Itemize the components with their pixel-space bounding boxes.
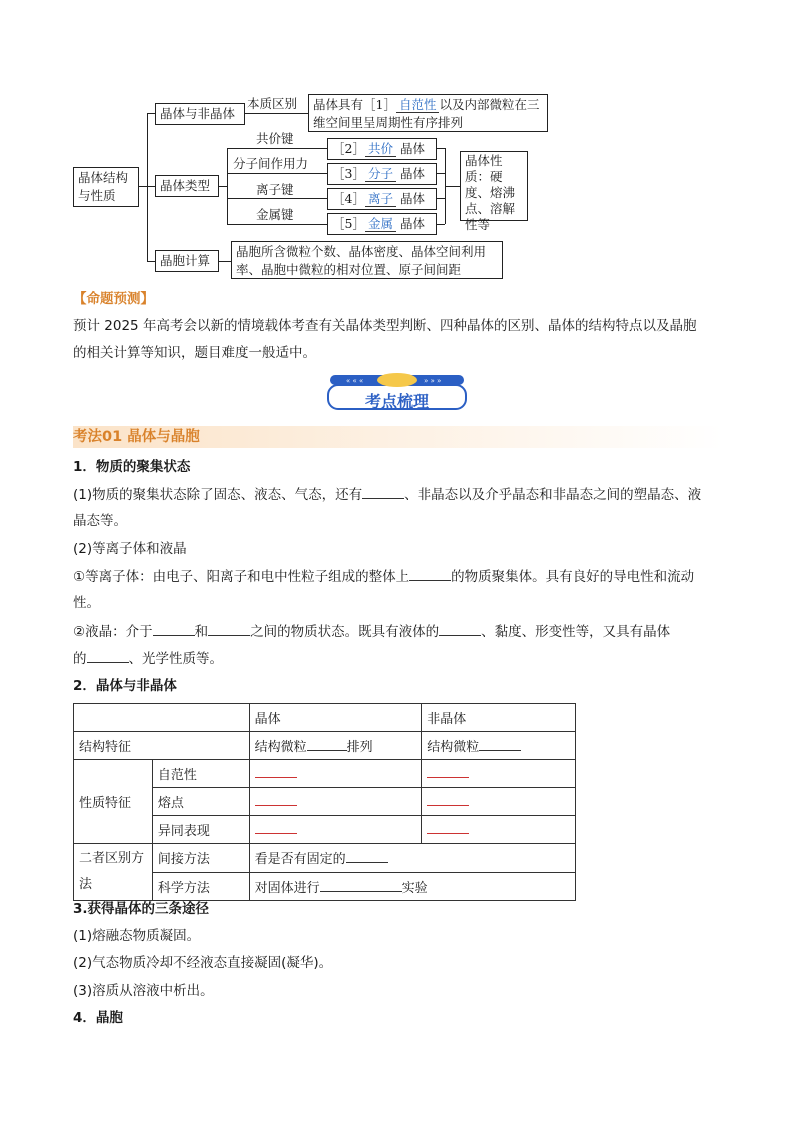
s3-item-1: (1)熔融态物质凝固。	[73, 928, 201, 944]
table-row: 二者区别方法 间接方法 看是否有固定的	[74, 844, 576, 873]
branch-unit-cell-calc: 晶胞计算	[155, 250, 219, 272]
table-row: 晶体 非晶体	[74, 704, 576, 732]
s1-p3-cont: 性。	[73, 595, 100, 611]
svg-text:» » »: » » »	[424, 377, 442, 385]
comparison-table	[73, 703, 576, 901]
banner-label: 考点梳理	[364, 392, 429, 411]
bond-covalent: 共价键	[256, 131, 294, 146]
s2-heading: 2．晶体与非晶体	[73, 678, 177, 694]
s3-item-2: (2)气态物质冷却不经液态直接凝固(凝华)。	[73, 955, 333, 971]
s1-heading: 1．物质的聚集状态	[73, 459, 191, 475]
table-row: 结构特征 结构微粒 排列 结构微粒	[74, 732, 576, 760]
forecast-text-2: 的相关计算等知识，题目难度一般适中。	[73, 345, 316, 361]
section-title: 考法01 晶体与晶胞	[73, 429, 200, 445]
forecast-text-1: 预计 2025 年高考会以新的情境载体考查有关晶体类型判断、四种晶体的区别、晶体的结构特点以及晶胞	[73, 318, 697, 334]
bond-ionic: 离子键	[256, 182, 294, 197]
s4-heading: 4．晶胞	[73, 1010, 123, 1026]
branch3-description: 晶胞所含微粒个数、晶体密度、晶体空间利用率、晶胞中微粒的相对位置、原子间间距	[231, 241, 503, 279]
branch-crystal-vs-amorphous: 晶体与非晶体	[155, 103, 245, 125]
svg-text:« « «: « « «	[346, 377, 364, 385]
banner-key-points	[326, 373, 468, 411]
table-row: 异同表现	[74, 816, 576, 844]
type-5: ［5］ 金属 晶体	[327, 213, 437, 235]
branch1-description: 晶体具有［1］ 自范性 以及内部微粒在三维空间里呈周期性有序排列	[308, 94, 548, 132]
branch-crystal-types: 晶体类型	[155, 175, 219, 197]
type-4: ［4］ 离子 晶体	[327, 188, 437, 210]
bond-intermolecular: 分子间作用力	[233, 156, 309, 171]
mindmap-root: 晶体结构与性质	[73, 167, 139, 207]
table-row: 性质特征 自范性	[74, 760, 576, 788]
table-row: 科学方法 对固体进行 实验	[74, 872, 576, 901]
s1-p4-cont: 的 、光学性质等。	[73, 648, 723, 669]
label-essential-difference: 本质区别	[247, 96, 298, 111]
type-3: ［3］ 分子 晶体	[327, 163, 437, 185]
answer-1: 自范性	[396, 97, 440, 113]
s1-p1: (1)物质的聚集状态除了固态、液态、气态，还有 、非晶态以及介乎晶态和非晶态之间的塑晶态、液	[73, 484, 723, 505]
s1-p2: (2)等离子体和液晶	[73, 541, 187, 557]
type-2: ［2］ 共价 晶体	[327, 138, 437, 160]
s3-item-3: (3)溶质从溶液中析出。	[73, 983, 214, 999]
s1-p4: ②液晶：介于 和 之间的物质状态。既具有液体的 、黏度、形变性等，又具有晶体	[73, 621, 723, 642]
s1-p3: ①等离子体：由电子、阳离子和电中性粒子组成的整体上 的物质聚集体。具有良好的导电性和流动	[73, 566, 723, 587]
crystal-properties: 晶体性质：硬度、熔沸点、溶解性等	[460, 151, 528, 221]
s3-heading: 3.获得晶体的三条途径	[73, 901, 210, 917]
forecast-title: 【命题预测】	[73, 291, 154, 307]
s1-p1-cont: 晶态等。	[73, 513, 127, 529]
bond-metallic: 金属键	[256, 207, 294, 222]
table-row: 熔点	[74, 788, 576, 816]
